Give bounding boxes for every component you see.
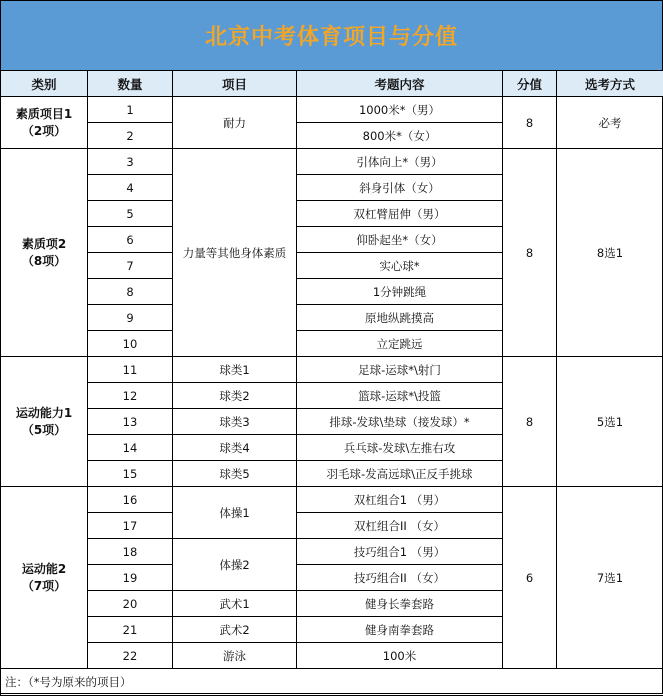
- item-cell: 球类1: [173, 357, 297, 383]
- row-number: 7: [88, 253, 173, 279]
- row-number: 9: [88, 305, 173, 331]
- item-cell: 耐力: [173, 97, 297, 149]
- table-row: [1, 97, 663, 123]
- score-cell: 6: [503, 487, 557, 669]
- header-item: 项目: [173, 71, 297, 97]
- item-cell: 球类5: [173, 461, 297, 487]
- content-cell: 原地纵跳摸高: [297, 305, 503, 331]
- content-cell: 双杠臂屈伸（男）: [297, 201, 503, 227]
- content-cell: 立定跳远: [297, 331, 503, 357]
- row-number: 8: [88, 279, 173, 305]
- header-category: 类别: [1, 71, 88, 97]
- item-cell: 体操2: [173, 539, 297, 591]
- content-cell: 技巧组合II （女）: [297, 565, 503, 591]
- content-cell: 实心球*: [297, 253, 503, 279]
- score-cell: 8: [503, 357, 557, 487]
- header-content: 考题内容: [297, 71, 503, 97]
- header-count: 数量: [88, 71, 173, 97]
- row-number: 13: [88, 409, 173, 435]
- footnote: 注：（*号为原来的项目）: [1, 669, 663, 696]
- content-cell: 1000米*（男）: [297, 97, 503, 123]
- table-title: 北京中考体育项目与分值: [0, 0, 662, 70]
- row-number: 11: [88, 357, 173, 383]
- table-row: [1, 487, 663, 513]
- content-cell: 健身南拳套路: [297, 617, 503, 643]
- content-cell: 足球-运球*\射门: [297, 357, 503, 383]
- category-cell: 素质项目1 （2项）: [1, 97, 88, 149]
- row-number: 19: [88, 565, 173, 591]
- content-cell: 双杠组合1 （男）: [297, 487, 503, 513]
- header-row: [1, 71, 663, 97]
- mode-cell: 必考: [557, 97, 663, 149]
- row-number: 15: [88, 461, 173, 487]
- row-number: 17: [88, 513, 173, 539]
- row-number: 14: [88, 435, 173, 461]
- row-number: 16: [88, 487, 173, 513]
- item-cell: 武术2: [173, 617, 297, 643]
- row-number: 4: [88, 175, 173, 201]
- item-cell: 球类4: [173, 435, 297, 461]
- content-cell: 仰卧起坐*（女）: [297, 227, 503, 253]
- note-row: [1, 669, 663, 696]
- mode-cell: 8选1: [557, 149, 663, 357]
- category-cell: 运动能力1 （5项）: [1, 357, 88, 487]
- row-number: 21: [88, 617, 173, 643]
- item-cell: 武术1: [173, 591, 297, 617]
- item-cell: 球类2: [173, 383, 297, 409]
- category-cell: 运动能2 （7项）: [1, 487, 88, 669]
- score-cell: 8: [503, 97, 557, 149]
- content-cell: 双杠组合II （女）: [297, 513, 503, 539]
- mode-cell: 5选1: [557, 357, 663, 487]
- row-number: 20: [88, 591, 173, 617]
- content-cell: 斜身引体（女）: [297, 175, 503, 201]
- content-cell: 100米: [297, 643, 503, 669]
- content-cell: 兵乓球-发球\左推右攻: [297, 435, 503, 461]
- row-number: 18: [88, 539, 173, 565]
- category-cell: 素质项2 （8项）: [1, 149, 88, 357]
- content-cell: 技巧组合1 （男）: [297, 539, 503, 565]
- item-cell: 力量等其他身体素质: [173, 149, 297, 357]
- content-cell: 健身长拳套路: [297, 591, 503, 617]
- row-number: 10: [88, 331, 173, 357]
- content-cell: 800米*（女）: [297, 123, 503, 149]
- table-row: [1, 149, 663, 175]
- item-cell: 游泳: [173, 643, 297, 669]
- row-number: 3: [88, 149, 173, 175]
- row-number: 2: [88, 123, 173, 149]
- row-number: 5: [88, 201, 173, 227]
- item-cell: 体操1: [173, 487, 297, 539]
- content-cell: 1分钟跳绳: [297, 279, 503, 305]
- header-mode: 选考方式: [557, 71, 663, 97]
- row-number: 6: [88, 227, 173, 253]
- row-number: 1: [88, 97, 173, 123]
- table-row: [1, 357, 663, 383]
- content-cell: 排球-发球\垫球（接发球）*: [297, 409, 503, 435]
- content-cell: 篮球-运球*\投篮: [297, 383, 503, 409]
- header-score: 分值: [503, 71, 557, 97]
- content-cell: 引体向上*（男）: [297, 149, 503, 175]
- row-number: 22: [88, 643, 173, 669]
- mode-cell: 7选1: [557, 487, 663, 669]
- sports-exam-table: [0, 70, 663, 696]
- score-cell: 8: [503, 149, 557, 357]
- content-cell: 羽毛球-发高远球\正反手挑球: [297, 461, 503, 487]
- item-cell: 球类3: [173, 409, 297, 435]
- row-number: 12: [88, 383, 173, 409]
